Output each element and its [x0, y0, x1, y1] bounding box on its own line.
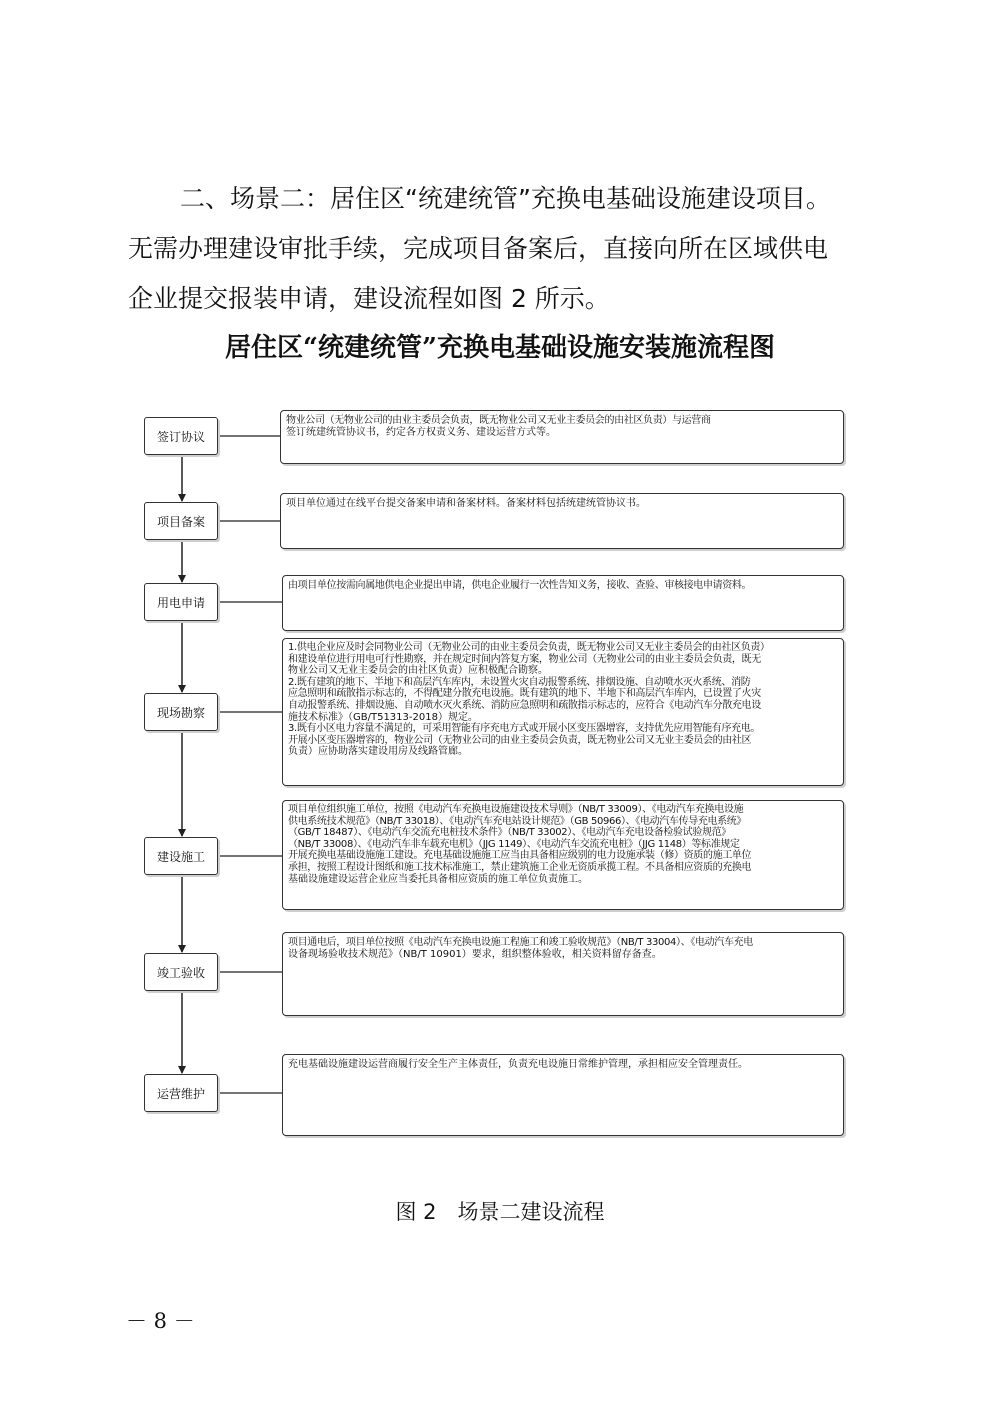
description-line: 基础设施建设运营企业应当委托具备相应资质的施工单位负责施工。	[288, 873, 588, 885]
description-line: 项目通电后，项目单位按照《电动汽车充换电设施工程施工和竣工验收规范》（NB/T 33004）、《电动汽车充电	[288, 937, 753, 948]
description-line: 施技术标准》（GB/T51313-2018）规定。	[288, 711, 478, 723]
step-construction: 建设施工	[144, 837, 218, 875]
step-power-application: 用电申请	[144, 583, 218, 621]
step-site-survey: 现场勘察	[144, 693, 218, 731]
step-description-project-filing	[280, 493, 844, 549]
description-line: 设备现场验收技术规范》（NB/T 10901）要求，组织整体验收，相关资料留存备查。	[288, 948, 662, 960]
step-description-sign-agreement	[280, 410, 844, 464]
step-completion-acceptance: 竣工验收	[144, 953, 218, 991]
description-line: 项目单位通过在线平台提交备案申请和备案材料。备案材料包括统建统管协议书。	[286, 498, 646, 509]
description-line: 充电基础设施建设运营商履行安全生产主体责任，负责充电设施日常维护管理，承担相应安全管理责任。	[288, 1059, 748, 1070]
description-line: 开展充换电基础设施施工建设。充电基础设施施工应当由具备相应级别的电力设施承装（修）资质的施工单位	[288, 850, 752, 862]
description-line: 物业公司又无业主委员会的由社区负责）应积极配合勘察。	[288, 665, 548, 677]
description-line: 开展小区变压器增容的，物业公司（无物业公司的由业主委员会负责，既无物业公司又无业主委员会的由社区	[288, 734, 752, 746]
step-description-power-application	[282, 575, 844, 631]
step-sign-agreement: 签订协议	[144, 417, 218, 455]
step-description-operation-maintenance	[282, 1054, 844, 1136]
description-line: 签订统建统管协议书，约定各方权责义务、建设运营方式等。	[286, 426, 556, 438]
flowchart-title: 居住区“统建统管”充换电基础设施安装施流程图	[225, 333, 775, 363]
description-line: 承担，按照工程设计图纸和施工技术标准施工，禁止建筑施工企业无资质承揽工程。不具备相应资质的充换电	[288, 861, 752, 873]
description-line: 由项目单位按需向属地供电企业提出申请，供电企业履行一次性告知义务，接收、查验、审核接电申请资料。	[288, 580, 752, 591]
intro-line: 无需办理建设审批手续，完成项目备案后，直接向所在区域供电	[128, 234, 829, 263]
intro-line: 二、场景二：居住区“统建统管”充换电基础设施建设项目。	[180, 184, 831, 213]
step-description-site-survey	[282, 638, 844, 786]
description-line: 和建设单位进行用电可行性勘察，并在规定时间内答复方案，物业公司（无物业公司的由业主委员会负责，既无	[288, 653, 761, 665]
description-line: 3.既有小区电力容量不满足的，可采用智能有序充电方式或开展小区变压器增容，支持优先应用智能有序充电。	[288, 723, 761, 735]
description-line: 负责）应协助落实建设用房及线路管廊。	[288, 746, 468, 758]
description-line: 1.供电企业应及时会同物业公司（无物业公司的由业主委员会负责，既无物业公司又无业主委员会的由社区负责）	[288, 642, 770, 653]
description-line: 应急照明和疏散指示标志的，不得配建分散充电设施。既有建筑的地下、半地下和高层汽车库内，已设置了火灾	[288, 688, 761, 700]
page-number: － 8 －	[126, 1309, 195, 1333]
description-line: 2.既有建筑的地下、半地下和高层汽车库内，未设置火灾自动报警系统、排烟设施、自动喷水灭火系统、消防	[288, 676, 751, 688]
step-description-construction	[282, 800, 844, 910]
figure-caption: 图 2 场景二建设流程	[395, 1200, 605, 1224]
description-line: 供电系统技术规范》（NB/T 33018）、《电动汽车充电站设计规范》（GB 50966）、《电动汽车传导充电系统》	[288, 815, 747, 827]
description-line: 物业公司（无物业公司的由业主委员会负责，既无物业公司又无业主委员会的由社区负责）与运营商	[286, 415, 711, 426]
description-line: 项目单位组织施工单位，按照《电动汽车充换电设施建设技术导则》（NB/T 33009）、《电动汽车充换电设施	[288, 804, 744, 815]
step-project-filing: 项目备案	[144, 502, 218, 540]
description-line: 自动报警系统、排烟设施、自动喷水灭火系统、消防应急照明和疏散指示标志的，应符合《电动汽车分散充电设	[288, 699, 761, 711]
description-line: （GB/T 18487）、《电动汽车交流充电桩技术条件》（NB/T 33002）、《电动汽车充电设备检验试验规范》	[288, 827, 731, 839]
step-operation-maintenance: 运营维护	[144, 1074, 218, 1112]
intro-line: 企业提交报装申请，建设流程如图 2 所示。	[128, 284, 610, 313]
description-line: （NB/T 33008）、《电动汽车非车载充电机》（JJG 1149）、《电动汽车交流充电桩》（JJG 1148）等标准规定	[288, 838, 740, 850]
step-description-completion-acceptance	[282, 932, 844, 1016]
